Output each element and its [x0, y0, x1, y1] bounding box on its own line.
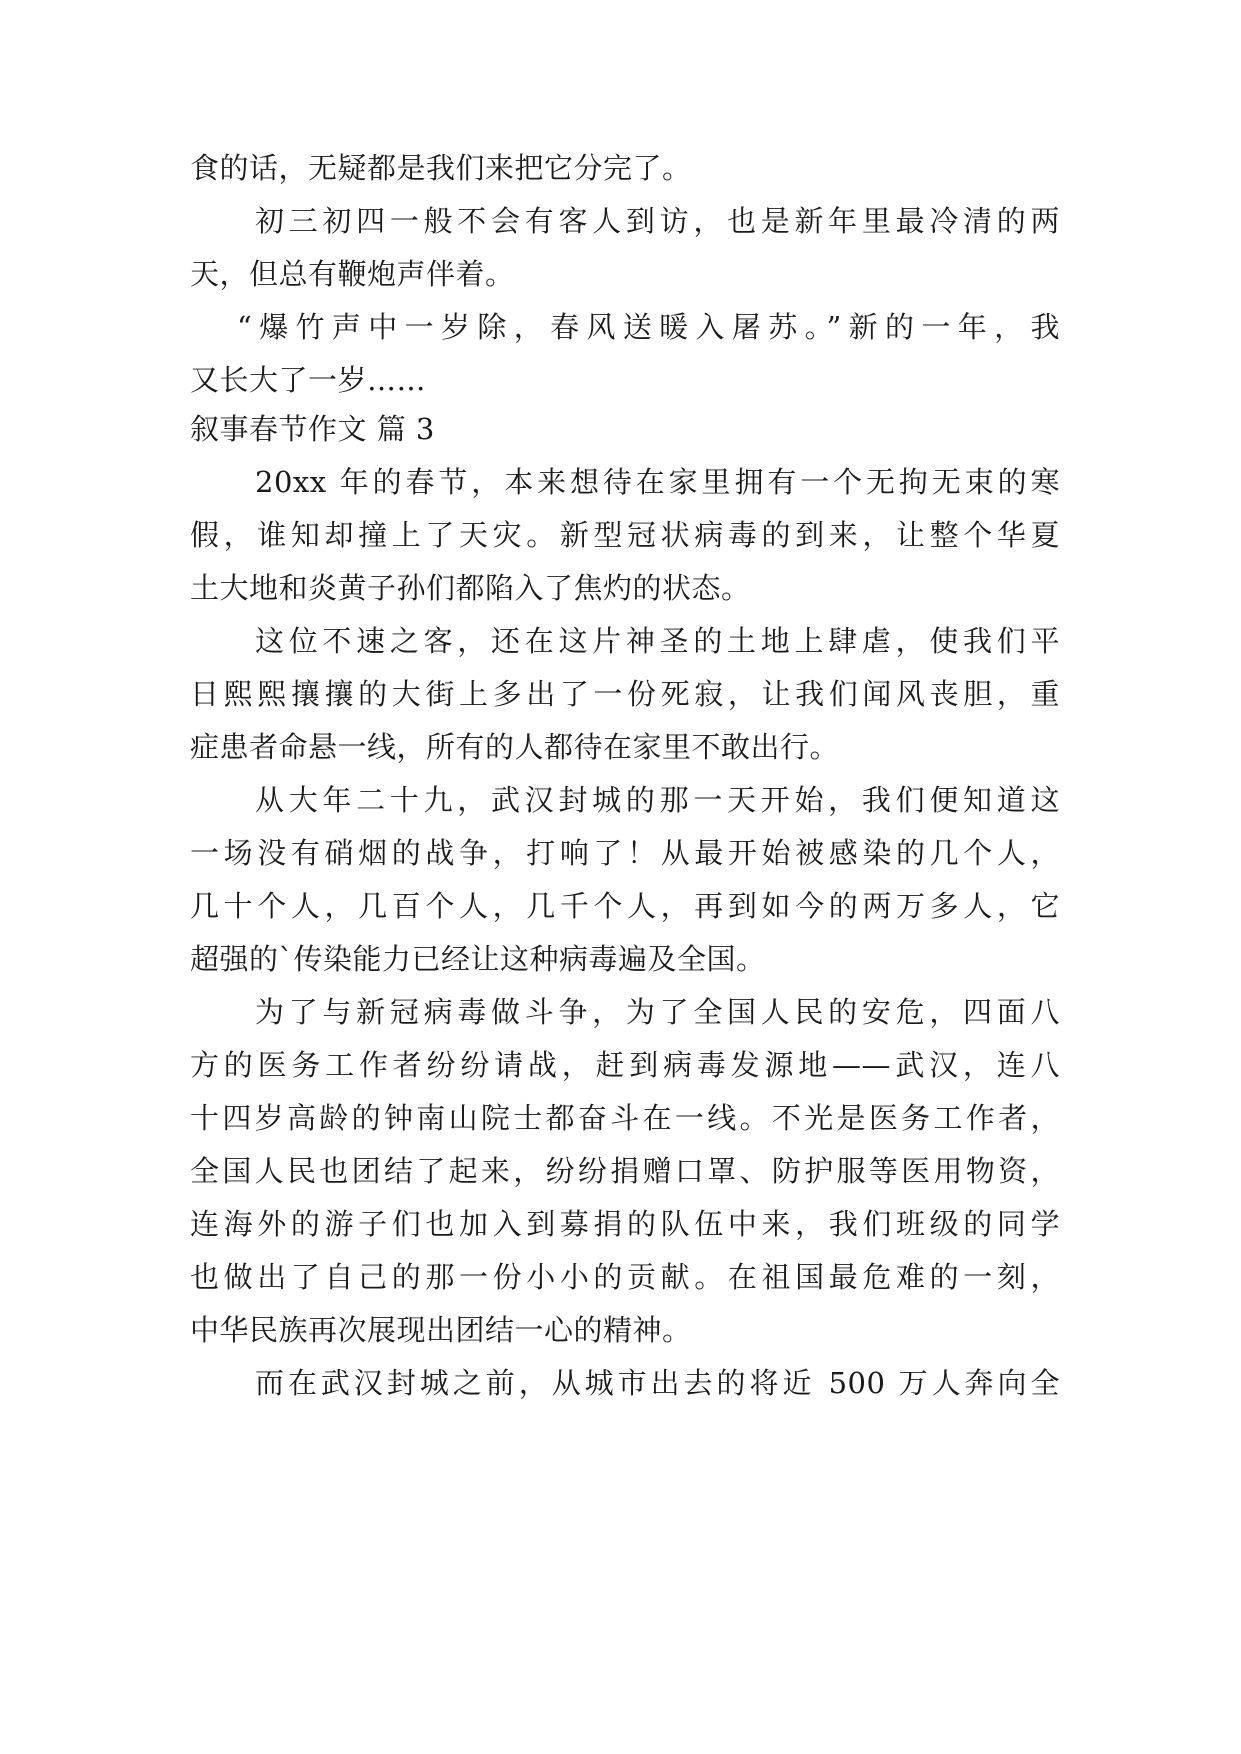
text-line: 方的医务工作者纷纷请战，赶到病毒发源地——武汉，连八 — [190, 1048, 1060, 1082]
text-line: 症患者命悬一线，所有的人都待在家里不敢出行。 — [190, 730, 840, 764]
section-heading: 叙事春节作文 篇 3 — [190, 412, 435, 446]
text-line: 连海外的游子们也加入到募捐的队伍中来，我们班级的同学 — [190, 1207, 1060, 1241]
text-line: 从大年二十九，武汉封城的那一天开始，我们便知道这 — [255, 783, 1060, 817]
text-line: 食的话，无疑都是我们来把它分完了。 — [190, 151, 692, 185]
text-line: “爆竹声中一岁除，春风送暖入屠苏。”新的一年，我 — [237, 310, 1060, 344]
text-line: 一场没有硝烟的战争，打响了！从最开始被感染的几个人， — [190, 836, 1060, 870]
text-line: 也做出了自己的那一份小小的贡献。在祖国最危难的一刻， — [190, 1260, 1060, 1294]
text-line: 超强的`传染能力已经让这种病毒遍及全国。 — [190, 942, 766, 976]
text-line: 初三初四一般不会有客人到访，也是新年里最冷清的两 — [255, 204, 1060, 238]
text-line: 又长大了一岁…… — [190, 363, 427, 397]
text-line: 全国人民也团结了起来，纷纷捐赠口罩、防护服等医用物资， — [190, 1154, 1060, 1188]
text-line: 这位不速之客，还在这片神圣的土地上肆虐，使我们平 — [255, 624, 1060, 658]
text-line: 十四岁高龄的钟南山院士都奋斗在一线。不光是医务工作者， — [190, 1101, 1060, 1135]
text-line: 中华民族再次展现出团结一心的精神。 — [190, 1313, 692, 1347]
text-line: 日熙熙攘攘的大街上多出了一份死寂，让我们闻风丧胆，重 — [190, 677, 1060, 711]
text-line: 而在武汉封城之前，从城市出去的将近 500 万人奔向全 — [255, 1366, 1060, 1400]
text-line: 20xx 年的春节，本来想待在家里拥有一个无拘无束的寒 — [255, 465, 1060, 499]
text-line: 几十个人，几百个人，几千个人，再到如今的两万多人，它 — [190, 889, 1060, 923]
text-line: 土大地和炎黄子孙们都陷入了焦灼的状态。 — [190, 571, 751, 605]
text-line: 为了与新冠病毒做斗争，为了全国人民的安危，四面八 — [255, 995, 1060, 1029]
text-line: 假，谁知却撞上了天灾。新型冠状病毒的到来，让整个华夏 — [190, 518, 1060, 552]
text-line: 天，但总有鞭炮声伴着。 — [190, 257, 515, 291]
